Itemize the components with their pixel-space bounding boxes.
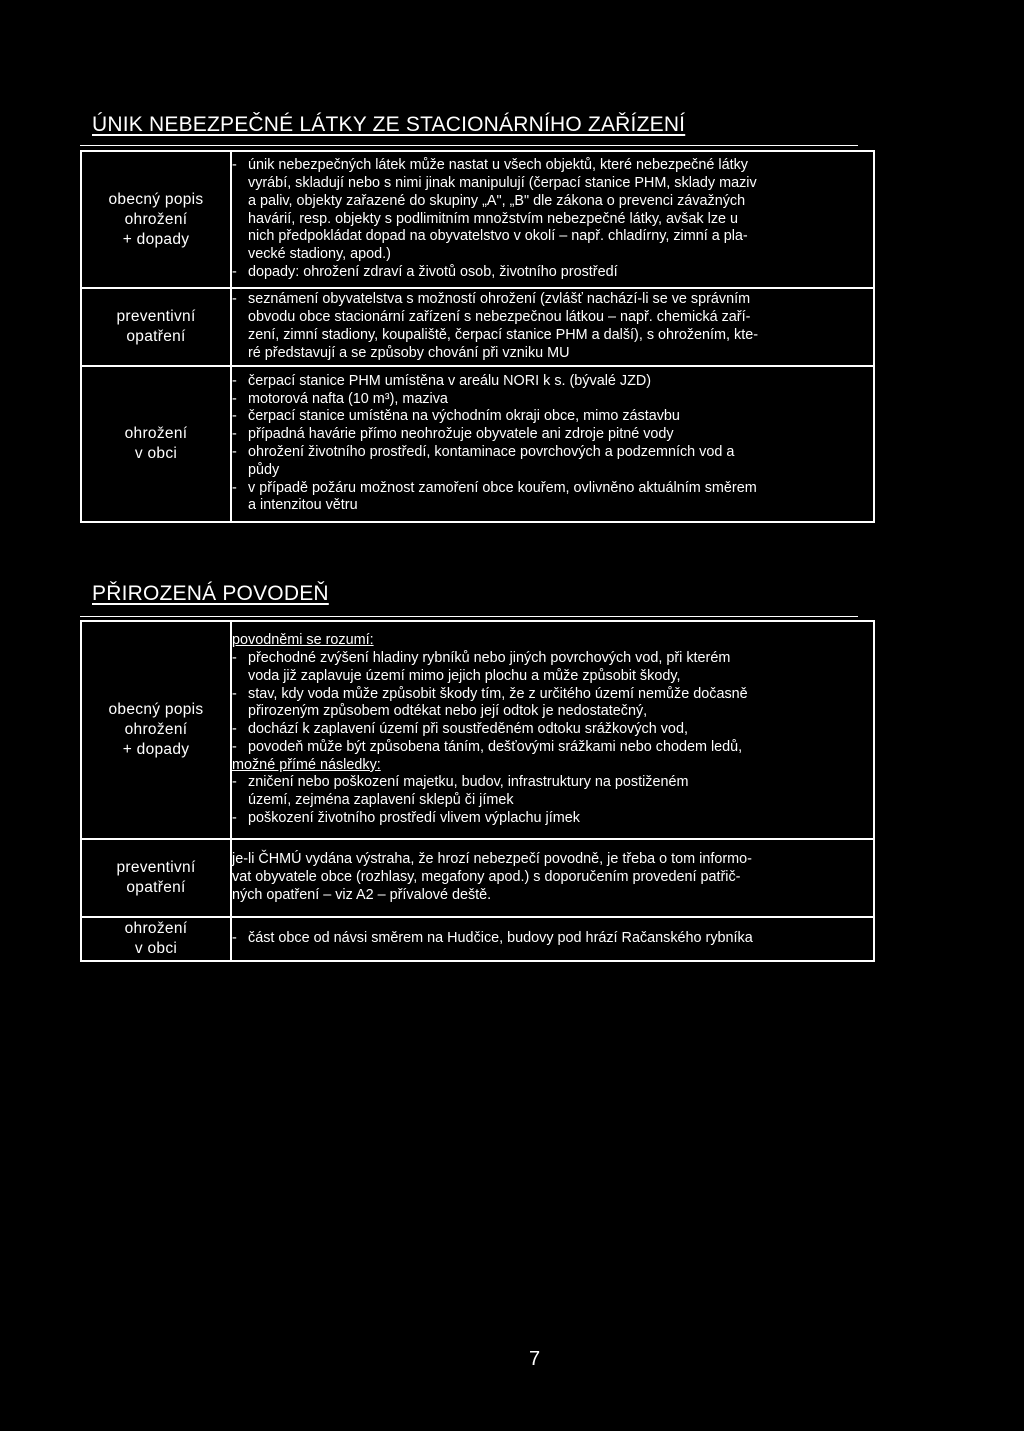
page-number: 7 [529, 1348, 541, 1370]
line-text: čerpací stanice umístěna na východním okraji obce, mimo zástavbu [248, 408, 680, 425]
text-line [232, 426, 873, 444]
list-dash [232, 345, 248, 363]
line-text: vyrábí, skladují nebo s nimi jinak manipulují (čerpací stanice PHM, sklady maziv [248, 175, 757, 191]
text-line [232, 480, 873, 498]
row-label-line: preventivní [116, 859, 196, 876]
row-content [231, 917, 874, 961]
line-text: vecké stadiony, apod.) [248, 246, 391, 263]
text-line [232, 462, 873, 480]
table-row [81, 288, 874, 366]
text-line [232, 774, 873, 792]
list-dash [232, 309, 248, 327]
text-line [232, 810, 873, 828]
list-dash [232, 462, 248, 480]
list-dash [232, 211, 248, 229]
list-dash: - [232, 408, 237, 425]
text-line [232, 930, 873, 948]
row-label-line: ohrožení [124, 721, 188, 738]
list-dash [232, 228, 248, 246]
line-text: dochází k zaplavení území při soustředěném odtoku srážkových vod, [248, 721, 688, 738]
list-dash [232, 703, 248, 721]
row-label-line: obecný popis [108, 190, 204, 208]
list-dash: - [232, 157, 237, 174]
text-line [232, 739, 873, 757]
table-row [81, 151, 874, 288]
text-line [232, 228, 873, 246]
table-row [81, 917, 874, 961]
row-label-line: + dopady [122, 230, 190, 248]
flood-table [80, 620, 875, 962]
list-dash: - [232, 263, 237, 280]
line-text: zničení nebo poškození majetku, budov, infrastruktury na postiženém [248, 774, 689, 791]
line-text: je-li ČHMÚ vydána výstraha, že hrozí nebezpečí povodně, je třeba o tom informo- [232, 851, 752, 868]
row-label-line: + dopady [122, 741, 190, 758]
row-label [81, 917, 231, 961]
line-text: stav, kdy voda může způsobit škody tím, že z určitého území nemůže dočasně [248, 685, 748, 702]
section-title-leak: ÚNIK NEBEZPEČNÉ LÁTKY ZE STACIONÁRNÍHO ZAŘÍZENÍ [92, 113, 686, 136]
row-label [81, 366, 231, 522]
line-text: obvodu obce stacionární zařízení s nebezpečnou látkou – např. chemická zaří- [248, 309, 751, 326]
line-text: přechodné zvýšení hladiny rybníků nebo jiných povrchových vod, při kterém [248, 649, 731, 666]
line-text: území, zejména zaplavení sklepů či jímek [248, 792, 514, 809]
line-text: a intenzitou větru [248, 497, 358, 514]
text-line [232, 391, 873, 409]
list-dash: - [232, 774, 237, 791]
line-text: nich předpokládat dopad na obyvatelstvo v okolí – např. chladírny, zimní a pla- [248, 228, 748, 245]
text-line [232, 869, 873, 887]
row-label [81, 839, 231, 917]
text-line [232, 851, 873, 869]
text-line [232, 373, 873, 391]
row-content [231, 366, 874, 522]
text-line [232, 632, 873, 650]
line-text: ohrožení životního prostředí, kontaminace povrchových a podzemních vod a [248, 444, 735, 460]
line-text: přirozeným způsobem odtékat nebo její odtok je nedostatečný, [248, 703, 648, 720]
subheading: povodněmi se rozumí: [232, 632, 374, 649]
text-line [232, 309, 873, 327]
row-label [81, 621, 231, 839]
row-label [81, 288, 231, 366]
line-text: část obce od návsi směrem na Hudčice, budovy pod hrází Račanského rybníka [248, 930, 753, 947]
line-text: havárií, resp. objekty s podlimitním množstvím nebezpečné látky, avšak lze u [248, 210, 739, 227]
text-line [232, 211, 873, 229]
text-line [232, 327, 873, 345]
text-line [232, 193, 873, 211]
row-content [231, 839, 874, 917]
text-line [232, 887, 873, 905]
list-dash: - [232, 291, 237, 308]
row-label-line: v obci [134, 445, 178, 462]
text-line [232, 157, 873, 175]
text-line [232, 264, 873, 282]
text-line [232, 444, 873, 462]
table-row [81, 621, 874, 839]
text-line [232, 246, 873, 264]
line-text: a paliv, objekty zařazené do skupiny „A", „B" dle zákona o prevenci závažných [248, 192, 746, 209]
row-label-line: opatření [126, 328, 186, 345]
line-text: dopady: ohrožení zdraví a životů osob, životního prostředí [248, 263, 618, 280]
line-text: půdy [248, 461, 280, 478]
list-dash: - [232, 649, 237, 666]
line-text: motorová nafta (10 m³), maziva [248, 390, 448, 407]
list-dash [232, 175, 248, 193]
list-dash: - [232, 390, 237, 407]
line-text: ré představují a se způsoby chování při vzniku MU [248, 344, 570, 361]
text-line [232, 175, 873, 193]
line-text: povodeň může být způsobena táním, dešťovými srážkami nebo chodem ledů, [248, 738, 743, 755]
text-line [232, 408, 873, 426]
row-content [231, 288, 874, 366]
list-dash [232, 668, 248, 686]
list-dash: - [232, 479, 237, 496]
section-title-flood: PŘIROZENÁ POVODEŇ [92, 582, 329, 605]
list-dash: - [232, 810, 237, 827]
line-text: zení, zimní stadiony, koupaliště, čerpací stanice PHM a další), s ohrožením, kte- [248, 327, 759, 343]
line-text: v případě požáru možnost zamoření obce kouřem, ovlivněno aktuálním směrem [248, 479, 757, 496]
list-dash: - [232, 738, 237, 755]
line-text: vat obyvatele obce (rozhlasy, megafony apod.) s doporučením provedení patřič- [232, 869, 741, 886]
row-label-line: ohrožení [124, 210, 188, 228]
row-content [231, 151, 874, 288]
text-line [232, 686, 873, 704]
subheading: možné přímé následky: [232, 756, 381, 773]
table-row [81, 839, 874, 917]
text-line [232, 497, 873, 515]
row-label-line: v obci [134, 940, 178, 957]
text-line [232, 792, 873, 810]
line-text: čerpací stanice PHM umístěna v areálu NORI k s. (bývalé JZD) [248, 372, 652, 389]
list-dash [232, 497, 248, 515]
line-text: seznámení obyvatelstva s možností ohrožení (zvlášť nachází-li se ve správním [248, 291, 751, 308]
line-text: únik nebezpečných látek může nastat u všech objektů, které nebezpečné látky [248, 157, 748, 174]
table-row [81, 366, 874, 522]
row-label-line: opatření [126, 879, 186, 896]
line-text: případná havárie přímo neohrožuje obyvatele ani zdroje pitné vody [248, 426, 674, 443]
list-dash [232, 792, 248, 810]
line-text: ných opatření – viz A2 – přívalové deště. [232, 886, 492, 903]
text-line [232, 757, 873, 775]
text-line [232, 345, 873, 363]
text-line [232, 668, 873, 686]
list-dash: - [232, 721, 237, 738]
title-rule [80, 616, 858, 617]
list-dash [232, 193, 248, 211]
line-text: voda již zaplavuje území mimo jejich plochu a může způsobit škody, [248, 667, 681, 684]
leak-table [80, 150, 875, 523]
text-line [232, 721, 873, 739]
list-dash: - [232, 426, 237, 443]
list-dash: - [232, 685, 237, 702]
list-dash [232, 327, 248, 345]
text-line [232, 703, 873, 721]
row-label-line: preventivní [116, 308, 196, 325]
text-line [232, 650, 873, 668]
list-dash: - [232, 930, 237, 947]
row-content [231, 621, 874, 839]
list-dash [232, 246, 248, 264]
row-label-line: obecný popis [108, 701, 204, 718]
row-label [81, 151, 231, 288]
list-dash: - [232, 444, 237, 460]
text-line [232, 291, 873, 309]
row-label-line: ohrožení [124, 425, 188, 442]
row-label-line: ohrožení [124, 920, 188, 937]
list-dash: - [232, 372, 237, 389]
line-text: poškození životního prostředí vlivem výplachu jímek [248, 810, 580, 827]
title-rule [80, 145, 858, 146]
